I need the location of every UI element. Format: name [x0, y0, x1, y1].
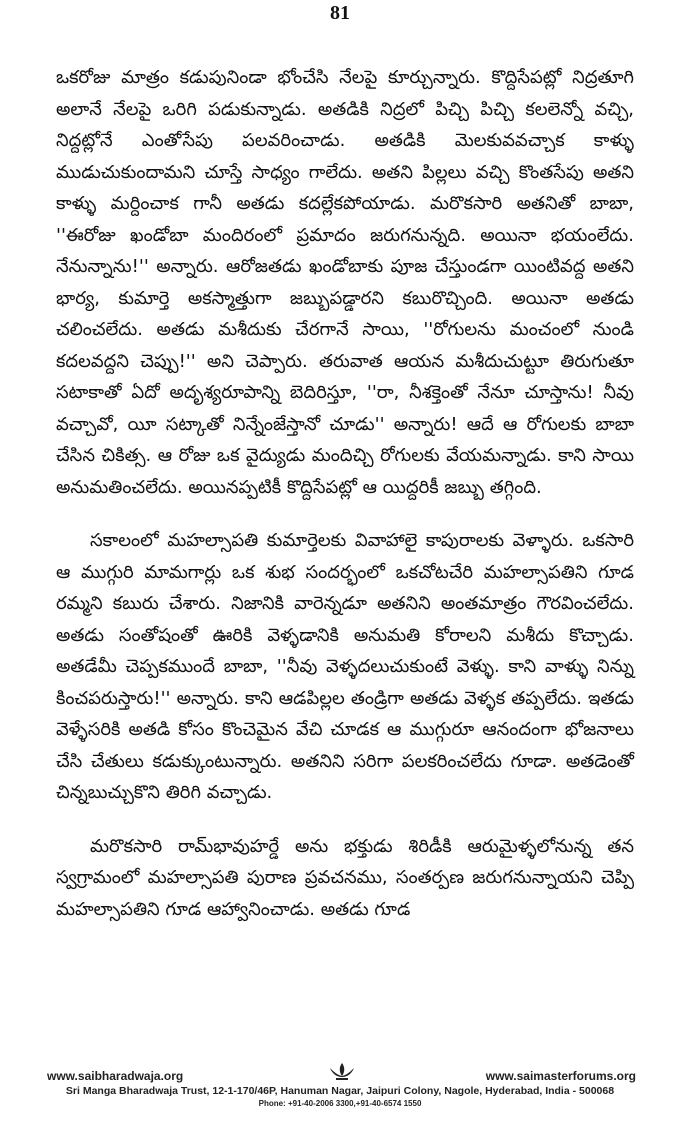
footer-phone: Phone: +91-40-2006 3300,+91-40-6574 1550 — [258, 1099, 422, 1108]
paragraph-1: ఒకరోజు మాత్రం కడుపునిండా భోంచేసి నేలపై కూర్చున్నారు. కొద్దిసేపట్లో నిద్రతూగి అలానే నేలపై ఒరిగి పడుకున్నాడు. అతడికి నిద్రలో పిచ్చి పిచ్చి కలలెన్నో వచ్చి, నిద్దట్లోనే ఎంతోసేపు పలవరించాడు. అతడికి మెలకువవచ్చాక కాళ్ళు ముడుచుకుందామని చూస్తే సాధ్యం గాలేదు. అతని పిల్లలు వచ్చి కొంతసేపు అతని కాళ్ళు మర్దించాక గానీ అతడు కదల్లేకపోయాడు. మరొకసారి అతనితో బాబా, ''ఈరోజు ఖండోబా మందిరంలో ప్రమాదం జరుగనున్నది. అయినా భయంలేదు. నేనున్నాను!'' అన్నారు. ఆరోజతడు ఖండోబాకు పూజ చేస్తుండగా యింటివద్ద అతని భార్య, కుమార్తె అకస్మాత్తుగా జబ్బుపడ్డారని కబురొచ్చింది. అయినా అతడు చలించలేదు. అతడు మశీదుకు చేరగానే సాయి, ''రోగులను మంచంలో నుండి కదలవద్దని చెప్పు!'' అని చెప్పారు. తరువాత ఆయన మశీదుచుట్టూ తిరుగుతూ సటాకాతో ఏదో అదృశ్యరూపాన్ని బెదిరిస్తూ, ''రా, నీశక్తెంతో నేనూ చూస్తాను! నీవు వచ్చావో, యీ సట్కాతో నిన్నేంజేస్తానో చూడు'' అన్నారు! ఆదే ఆ రోగులకు బాబా చేసిన చికిత్స. ఆ రోజు ఒక వైద్యుడు మందిచ్చి రోగులకు వేయమన్నాడు. కాని సాయి అనుమతించలేదు. అయినప్పటికీ కొద్దిసేపట్లో ఆ యిద్దరికీ జబ్బు తగ్గింది. — [56, 67, 634, 498]
lotus-emblem-icon — [327, 1062, 357, 1082]
paragraph-2: సకాలంలో మహల్సాపతి కుమార్తెలకు వివాహాలై కాపురాలకు వెళ్ళారు. ఒకసారి ఆ ముగ్గురి మామగార్లు ఒక శుభ సందర్భంలో ఒకచోటచేరి మహల్సాపతిని గూడ రమ్మని కబురు చేశారు. నిజానికి వారెన్నడూ అతనిని అంతమాత్రం గౌరవించలేదు. అతడు సంతోషంతో ఊరికి వెళ్ళడానికి అనుమతి కోరాలని మశీదు కొచ్చాడు. అతడేమీ చెప్పకముందే బాబా, ''నీవు వెళ్ళదలుచుకుంటే వెళ్ళు. కాని వాళ్ళు నిన్ను కించపరుస్తారు!'' అన్నారు. కాని ఆడపిల్లల తండ్రిగా అతడు వెళ్ళక తప్పలేదు. ఇతడు వెళ్ళేసరికి అతడి కోసం కొంచెమైన వేచి చూడక ఆ ముగ్గురూ ఆనందంగా భోజనాలు చేసి చేతులు కడుక్కుంటున్నారు. అతనిని సరిగా పలకరించలేదు గూడా. అతడెంతో చిన్నబుచ్చుకొని తిరిగి వచ్చాడు. — [56, 530, 634, 803]
paragraph-3: మరొకసారి రామ్‌భావుహర్డే అను భక్తుడు శిరిడీకి ఆరుమైళ్ళలోనున్న తన స్వగ్రామంలో మహల్సాపతి పురాణ ప్రవచనము, సంతర్పణ జరుగనున్నాయని చెప్పి మహల్సాపతిని గూడ ఆహ్వానించాడు. అతడు గూడ — [56, 835, 634, 920]
page-footer — [0, 1068, 680, 1122]
body-text — [56, 62, 634, 925]
page-number: 81 — [330, 2, 350, 24]
footer-address: Sri Manga Bharadwaja Trust, 12-1-170/46P, Hanuman Nagar, Jaipuri Colony, Nagole, Hyderabad, India - 500068 — [65, 1085, 615, 1097]
footer-website-left[interactable]: www.saibharadwaja.org — [47, 1069, 184, 1083]
footer-website-right[interactable]: www.saimasterforums.org — [485, 1069, 636, 1083]
